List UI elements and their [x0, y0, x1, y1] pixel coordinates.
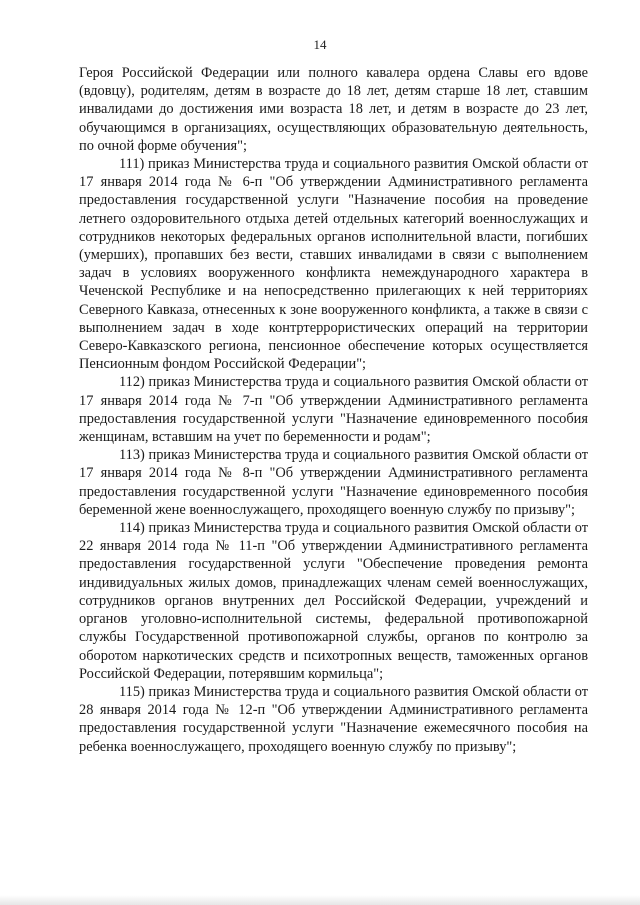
page-number: 14: [313, 37, 327, 52]
document-body: [79, 64, 588, 756]
paragraph-item-111: 111) приказ Министерства труда и социального развития Омской области от 17 января 2014 года № 6-п "Об утверждении Административного регламента предоставления государственной услуги "Назначение пособия на проведение летнего оздоровительного отдыха детей отдельных категорий военнослужащих и сотрудников некоторых федеральных органов исполнительной власти, погибших (умерших), пропавших без вести, ставших инвалидами в связи с выполнением задач в условиях вооруженного конфликта немеждународного характера в Чеченской Республике и на непосредственно прилегающих к ней территориях Северного Кавказа, отнесенных к зоне вооруженного конфликта, а также в связи с выполнением задач в ходе контртеррористических операций на территории Северо-Кавказского региона, пенсионное обеспечение которых осуществляется Пенсионным фондом Российской Федерации";: [79, 156, 588, 373]
paragraph-item-113: 113) приказ Министерства труда и социального развития Омской области от 17 января 2014 года № 8-п "Об утверждении Административного регламента предоставления государственной услуги "Назначение единовременного пособия беременной жене военнослужащего, проходящего военную службу по призыву";: [79, 447, 588, 518]
paragraph-continuation: Героя Российской Федерации или полного кавалера ордена Славы его вдове (вдовцу), родителям, детям в возрасте до 18 лет, детям старше 18 лет, ставшим инвалидами до достижения ими возраста 18 лет, и детям в возрасте до 23 лет, обучающимся в организациях, осуществляющих образовательную деятельность, по очной форме обучения";: [79, 65, 588, 154]
paragraph-item-114: 114) приказ Министерства труда и социального развития Омской области от 22 января 2014 года № 11-п "Об утверждении Административного регламента предоставления государственной услуги "Обеспечение проведения ремонта индивидуальных жилых домов, принадлежащих членам семей военнослужащих, сотрудников органов внутренних дел Российской Федерации, учреждений и органов уголовно-исполнительной системы, федеральной противопожарной службы Государственной противопожарной службы, органов по контролю за оборотом наркотических средств и психотропных веществ, таможенных органов Российской Федерации, потерявшим кормильца";: [79, 520, 588, 682]
paragraph-item-115: 115) приказ Министерства труда и социального развития Омской области от 28 января 2014 года № 12-п "Об утверждении Административного регламента предоставления государственной услуги "Назначение ежемесячного пособия на ребенка военнослужащего, проходящего военную службу по призыву";: [79, 683, 588, 755]
paragraph-item-112: 112) приказ Министерства труда и социального развития Омской области от 17 января 2014 года № 7-п "Об утверждении Административного регламента предоставления государственной услуги "Назначение единовременного пособия женщинам, вставшим на учет по беременности и родам";: [79, 374, 588, 446]
page-bottom-edge: [0, 895, 640, 905]
